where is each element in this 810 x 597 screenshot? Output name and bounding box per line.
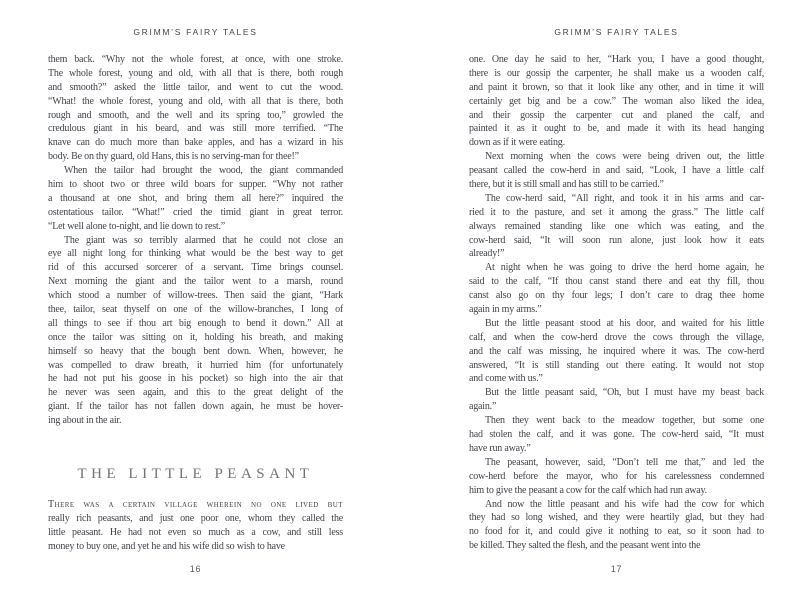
paragraph	[469, 192, 764, 261]
text-line: canst also go on thy four legs; I don’t care to drag thee home	[469, 290, 764, 302]
text-line: cow-herd said, “It will soon run alone, just look how it eats	[469, 234, 764, 246]
text-line: and their gossip the carpenter cut and planed the calf, and	[469, 109, 764, 121]
text-line: always remained standing like one which was eating, and the	[469, 220, 764, 232]
page-right-body	[469, 53, 764, 553]
running-head-right: GRIMM’S FAIRY TALES	[554, 27, 679, 37]
paragraph	[48, 164, 343, 233]
chapter-heading: THE LITTLE PEASANT	[77, 466, 314, 483]
paragraph	[469, 498, 764, 554]
text-line: ing about in the air.	[48, 415, 122, 427]
text-line: he had not put his goose in his pocket) so high into the air that	[48, 373, 343, 385]
text-line: There was a certain village wherein no one lived but	[48, 499, 343, 511]
page-left-column	[48, 26, 343, 554]
text-line: and smooth?” asked the little tailor, and went to cut the wood.	[48, 81, 343, 93]
text-line: had stolen the calf, and it was gone. The cow-herd said, “It must	[469, 429, 764, 441]
text-line: thee, tailor, seat thyself on one of the willow-branches, I long of	[48, 304, 343, 316]
text-line: But the little peasant said, “Oh, but I must have my beast back	[485, 387, 764, 399]
text-line: At night when he was going to drive the herd home again, he	[485, 262, 764, 274]
text-line: certainly get big and be a cow.” The woman also liked the idea,	[469, 95, 764, 107]
text-line: money to buy one, and yet he and his wife did so wish to have	[48, 540, 285, 552]
text-line: again in my arms.”	[469, 304, 542, 316]
page-number-right: 17	[610, 564, 623, 574]
text-line: they had so long wished, and they were heartily glad, but they had	[469, 512, 764, 524]
text-line: was compelled to draw breath, it hurried him (for unfortunately	[48, 359, 343, 371]
text-line: knave can do much more than bake apples, and has a wizard in his	[48, 137, 343, 149]
text-line: and the calf was missing, he inquired where it was. The cow-herd	[469, 345, 764, 357]
text-line: and come with us.”	[469, 373, 543, 385]
text-line: he never was seen again, and this to the great delight of the	[48, 387, 343, 399]
text-line: already!”	[469, 248, 505, 260]
page-left-body	[48, 53, 343, 554]
text-line: them back. “Why not the whole forest, at once, with one stroke.	[48, 54, 343, 65]
page-right	[405, 0, 810, 597]
text-line: body. Be on thy guard, old Hans, this is no serving-man for thee!”	[48, 151, 299, 163]
text-line: ried it to the pasture, and set it among the grass.” The little calf	[469, 206, 764, 218]
text-line: really rich peasants, and just one poor one, whom they called the	[48, 512, 343, 524]
running-head-left: GRIMM’S FAIRY TALES	[133, 27, 258, 37]
text-line: cow-herd before the mayor, who for his carelessness condemned	[469, 470, 764, 482]
text-line: have run away.”	[469, 442, 531, 454]
text-line: Next morning when the cows were being driven out, the little	[485, 151, 764, 163]
text-line: Next morning the giant and the tailor went to a marsh, round	[48, 276, 343, 288]
text-line: answered, “It is still standing out there eating. It would not stop	[469, 359, 764, 371]
paragraph	[469, 456, 764, 498]
text-line: once the tailor was sitting on it, holding his breath, and making	[48, 331, 343, 343]
text-line: one. One day he said to her, “Hark you, I have a good thought,	[469, 54, 764, 65]
text-line: But the little peasant stood at his door, and waited for his little	[485, 317, 764, 329]
paragraph	[48, 498, 343, 554]
text-line: “Let well alone to-night, and lie down to rest.”	[48, 220, 226, 232]
text-line: painted it as it ought to be, and made it with its head hanging	[469, 123, 764, 135]
text-line: peasant called the cow-herd in and said, “Look, I have a little calf	[469, 165, 764, 177]
text-line: The peasant, however, said, “Don’t tell me that,” and led the	[485, 456, 764, 468]
page-right-column	[469, 26, 764, 553]
text-line: a thousand at one shot, and bring them all here?” inquired the	[48, 192, 343, 204]
paragraph	[48, 234, 343, 428]
page-number-left: 16	[189, 564, 202, 574]
text-line: The whole forest, young and old, with all that is there, both rough	[48, 67, 343, 79]
text-line: rough and smooth, and the well and its spring too,” growled the	[48, 109, 343, 121]
text-line: little peasant. He had not even so much as a cow, and still less	[48, 526, 343, 538]
text-line: When the tailor had brought the wood, the giant commanded	[64, 165, 343, 177]
text-line: there is our gossip the carpenter, he shall make us a wooden calf,	[469, 67, 764, 79]
text-line: ostentatious tailor. “What!” cried the timid giant in great terror.	[48, 206, 343, 218]
paragraph	[469, 261, 764, 317]
text-line: Then they went back to the meadow together, but some one	[485, 415, 764, 427]
text-line: “What! the whole forest, young and old, with all that is there, both	[48, 95, 343, 107]
paragraph	[469, 386, 764, 414]
text-line: The giant was so terribly alarmed that he could not close an	[64, 234, 343, 246]
text-line: rid of this accursed sorcerer of a servant. Time brings counsel.	[48, 262, 343, 274]
text-line: be killed. They salted the flesh, and the peasant went into the	[469, 540, 701, 552]
paragraph	[469, 53, 764, 150]
text-line: there, but it is still small and has still to be carried.”	[469, 179, 664, 191]
text-line: and paint it brown, so that it look like any other, and in time it will	[469, 81, 764, 93]
text-line: giant. If the tailor has not fallen down again, he must be hover-	[48, 401, 343, 413]
text-line: credulous giant in his beard, and was still more terrified. “The	[48, 123, 343, 135]
text-line: him to shoot two or three wild boars for supper. “Why not rather	[48, 179, 343, 191]
text-line: no food for it, and could give it nothing to eat, so it soon had to	[469, 526, 764, 538]
text-line: himself so heavy that the bough bent down. When, however, he	[48, 345, 343, 357]
text-line: him to give the peasant a cow for the calf which had run away.	[469, 484, 707, 496]
text-line: The cow-herd said, “All right, and took it in his arms and car-	[485, 192, 764, 204]
text-line: And now the little peasant and his wife had the cow for which	[485, 498, 764, 510]
paragraph	[469, 414, 764, 456]
text-line: eye all night long for thinking what would be the best way to get	[48, 248, 343, 260]
paragraph	[469, 317, 764, 386]
text-line: down as if it were eating.	[469, 137, 565, 149]
text-line: calf, and when the cow-herd drove the cows through the village,	[469, 331, 764, 343]
paragraph	[469, 150, 764, 192]
text-line: said to the calf, “If thou canst stand there and eat thy fill, thou	[469, 276, 764, 288]
text-line: all things to see if thou art big enough to bend it down.” All at	[48, 317, 343, 329]
text-line: again.”	[469, 401, 497, 413]
text-line: which stood a number of willow-trees. Then said the giant, “Hark	[48, 290, 343, 302]
paragraph	[48, 53, 343, 164]
